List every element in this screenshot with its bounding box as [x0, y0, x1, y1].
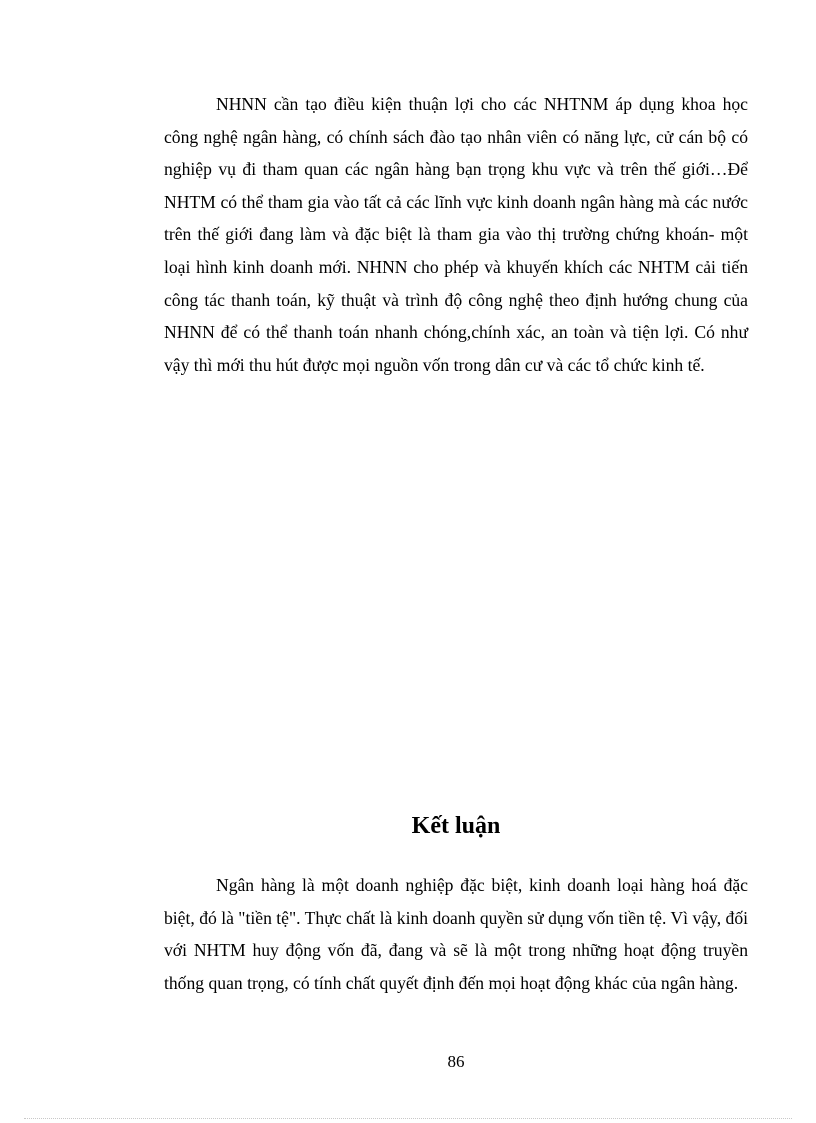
section-heading-conclusion: Kết luận	[411, 813, 501, 839]
body-paragraph-2: Ngân hàng là một doanh nghiệp đặc biệt, kinh doanh loại hàng hoá đặc biệt, đó là "tiền tệ". Thực chất là kinh doanh quyền sử dụng vốn tiền tệ. Vì vậy, đối với NHTM huy động vốn đã, đang và sẽ là một trong những hoạt động truyền thống quan trọng, có tính chất quyết định đến mọi hoạt động khác của ngân hàng.	[164, 875, 748, 993]
body-paragraph-1: NHNN cần tạo điều kiện thuận lợi cho các NHTNM áp dụng khoa học công nghệ ngân hàng, có chính sách đào tạo nhân viên có năng lực, cử cán bộ có nghiệp vụ đi tham quan các ngân hàng bạn trọng khu vực và trên thế giới…Để NHTM có thể tham gia vào tất cả các lĩnh vực kinh doanh ngân hàng mà các nước trên thế giới đang làm và đặc biệt là tham gia vào thị trường chứng khoán- một loại hình kinh doanh mới. NHNN cho phép và khuyến khích các NHTM cải tiến công tác thanh toán, kỹ thuật và trình độ công nghệ theo định hướng chung của NHNN để có thể thanh toán nhanh chóng,chính xác, an toàn và tiện lợi. Có như vậy thì mới thu hút được mọi nguồn vốn trong dân cư và các tổ chức kinh tế.	[164, 94, 748, 375]
page-bottom-divider	[24, 1118, 792, 1119]
page-number: 86	[447, 1052, 465, 1071]
